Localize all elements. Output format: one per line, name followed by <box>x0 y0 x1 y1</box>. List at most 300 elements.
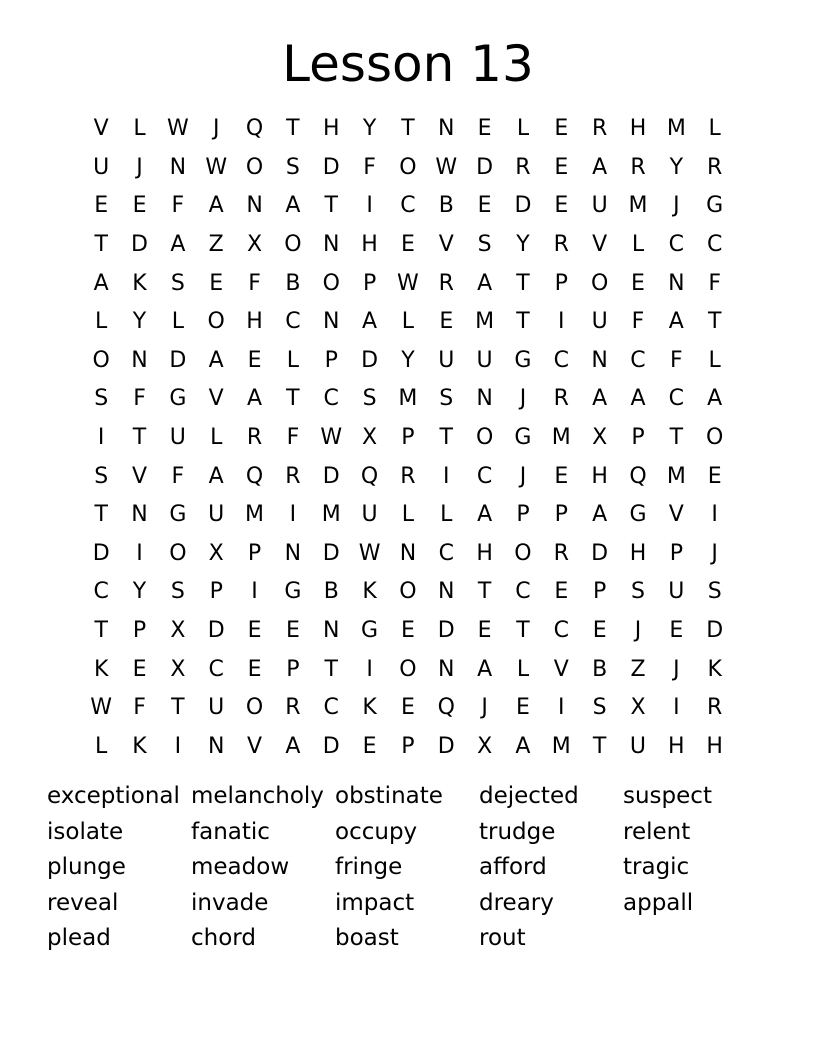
word-item: dejected <box>479 783 579 809</box>
letter-grid <box>82 110 734 766</box>
grid-cell: S <box>592 695 607 721</box>
grid-cell: L <box>401 502 415 528</box>
grid-cell: T <box>439 425 453 451</box>
grid-cell: C <box>438 540 454 566</box>
grid-cell: H <box>591 463 608 489</box>
grid-cell: D <box>131 232 148 258</box>
grid-cell: S <box>170 579 185 605</box>
grid-cell: C <box>668 232 685 258</box>
word-item: invade <box>191 889 269 916</box>
grid-cell: G <box>514 347 532 373</box>
grid-cell: J <box>519 386 527 412</box>
grid-cell: W <box>358 540 381 566</box>
grid-cell: T <box>94 618 108 644</box>
grid-cell: R <box>246 425 263 451</box>
grid-cell: O <box>590 270 609 296</box>
grid-cell: M <box>321 502 341 528</box>
grid-cell: L <box>708 347 721 373</box>
grid-cell: U <box>361 502 378 528</box>
grid-cell: T <box>324 193 338 219</box>
grid-cell: F <box>708 270 721 296</box>
grid-row <box>82 496 734 535</box>
grid-cell: W <box>166 116 189 142</box>
grid-cell: T <box>324 656 338 682</box>
word-item: relent <box>623 818 691 845</box>
grid-cell: A <box>170 232 186 258</box>
grid-cell: K <box>132 270 147 296</box>
grid-cell: M <box>245 502 265 528</box>
grid-cell: Y <box>401 347 415 373</box>
grid-cell: E <box>209 270 224 296</box>
grid-cell: N <box>323 232 340 258</box>
grid-cell: H <box>246 309 263 335</box>
grid-cell: E <box>439 309 454 335</box>
grid-cell: J <box>673 193 680 219</box>
grid-cell: R <box>591 116 608 142</box>
grid-cell: R <box>553 540 569 566</box>
grid-cell: P <box>401 733 415 759</box>
grid-cell: V <box>131 463 148 489</box>
grid-cell: W <box>435 154 458 180</box>
grid-row <box>82 226 734 265</box>
grid-cell: N <box>323 309 340 335</box>
grid-cell: P <box>593 579 607 605</box>
grid-cell: Y <box>132 579 147 605</box>
grid-cell: S <box>94 386 109 412</box>
grid-cell: H <box>629 540 647 566</box>
grid-cell: E <box>516 695 530 721</box>
grid-cell: R <box>630 154 646 180</box>
grid-cell: R <box>553 386 569 412</box>
grid-cell: A <box>362 309 378 335</box>
grid-cell: P <box>669 540 683 566</box>
grid-cell: D <box>437 733 455 759</box>
grid-cell: X <box>362 425 378 451</box>
grid-cell: C <box>706 232 723 258</box>
grid-cell: V <box>438 232 454 258</box>
grid-cell: B <box>323 579 339 605</box>
word-item: reveal <box>47 889 119 916</box>
word-item: afford <box>479 854 547 881</box>
grid-cell: R <box>285 463 301 489</box>
grid-cell: E <box>669 618 684 644</box>
grid-cell: A <box>477 270 493 296</box>
grid-cell: Q <box>629 463 647 489</box>
grid-cell: E <box>707 463 722 489</box>
grid-row <box>82 535 734 574</box>
grid-cell: L <box>95 733 108 759</box>
grid-cell: J <box>634 618 642 644</box>
word-item: rout <box>479 925 526 952</box>
grid-cell: O <box>399 154 417 180</box>
grid-cell: O <box>399 579 417 605</box>
grid-cell: U <box>208 502 225 528</box>
grid-cell: R <box>438 270 454 296</box>
word-item: isolate <box>47 818 124 845</box>
grid-cell: T <box>592 733 607 759</box>
grid-cell: N <box>438 116 455 142</box>
grid-cell: M <box>666 116 686 142</box>
grid-cell: W <box>205 154 228 180</box>
grid-cell: J <box>519 463 527 489</box>
grid-cell: G <box>706 193 724 219</box>
grid-cell: O <box>245 154 264 180</box>
grid-cell: A <box>93 270 109 296</box>
grid-cell: E <box>554 116 569 142</box>
grid-cell: L <box>631 232 645 258</box>
grid-cell: G <box>514 425 532 451</box>
grid-cell: G <box>629 502 647 528</box>
grid-cell: A <box>668 309 684 335</box>
grid-cell: T <box>401 116 415 142</box>
grid-cell: F <box>171 193 185 219</box>
grid-cell: O <box>322 270 340 296</box>
grid-cell: R <box>707 695 723 721</box>
grid-cell: P <box>247 540 262 566</box>
grid-cell: A <box>285 733 301 759</box>
grid-cell: N <box>323 618 340 644</box>
grid-row <box>82 573 734 612</box>
grid-cell: N <box>169 154 187 180</box>
grid-cell: D <box>476 154 494 180</box>
word-item: fanatic <box>191 818 270 845</box>
grid-cell: F <box>171 463 185 489</box>
grid-cell: P <box>132 618 147 644</box>
grid-cell: E <box>400 232 415 258</box>
grid-cell: E <box>247 656 262 682</box>
grid-cell: M <box>475 309 495 335</box>
grid-cell: P <box>286 656 300 682</box>
grid-cell: Z <box>208 232 224 258</box>
grid-cell: T <box>516 270 530 296</box>
grid-cell: E <box>285 618 300 644</box>
grid-cell: L <box>440 502 453 528</box>
grid-cell: U <box>93 154 110 180</box>
grid-cell: Y <box>516 232 530 258</box>
grid-cell: T <box>171 695 185 721</box>
grid-cell: L <box>286 347 300 373</box>
grid-cell: I <box>289 502 297 528</box>
grid-cell: B <box>438 193 454 219</box>
grid-cell: X <box>630 695 646 721</box>
grid-cell: J <box>212 116 220 142</box>
grid-cell: N <box>131 502 148 528</box>
grid-cell: L <box>95 309 108 335</box>
grid-cell: Q <box>245 463 264 489</box>
grid-cell: P <box>631 425 645 451</box>
grid-cell: L <box>171 309 184 335</box>
grid-cell: A <box>247 386 263 412</box>
grid-cell: Y <box>132 309 147 335</box>
grid-cell: M <box>666 463 686 489</box>
grid-cell: K <box>362 695 377 721</box>
grid-cell: C <box>553 618 569 644</box>
grid-cell: I <box>136 540 143 566</box>
grid-cell: O <box>207 309 225 335</box>
grid-cell: E <box>94 193 109 219</box>
grid-cell: E <box>477 116 492 142</box>
grid-cell: L <box>516 116 530 142</box>
grid-cell: R <box>515 154 531 180</box>
grid-cell: P <box>362 270 377 296</box>
grid-cell: K <box>362 579 377 605</box>
grid-cell: T <box>707 309 722 335</box>
grid-cell: C <box>515 579 531 605</box>
grid-row <box>82 303 734 342</box>
grid-row <box>82 650 734 689</box>
grid-cell: K <box>93 656 109 682</box>
grid-cell: T <box>669 425 684 451</box>
grid-cell: E <box>132 193 147 219</box>
word-item: boast <box>335 925 399 952</box>
grid-row <box>82 612 734 651</box>
grid-cell: D <box>514 193 532 219</box>
grid-cell: U <box>591 309 608 335</box>
grid-cell: N <box>131 347 148 373</box>
grid-cell: K <box>132 733 147 759</box>
grid-cell: V <box>247 733 263 759</box>
grid-cell: C <box>285 309 301 335</box>
grid-cell: T <box>516 309 530 335</box>
grid-cell: D <box>322 733 340 759</box>
grid-cell: K <box>707 656 722 682</box>
grid-cell: D <box>437 618 455 644</box>
grid-cell: F <box>133 386 146 412</box>
grid-cell: G <box>169 502 187 528</box>
grid-cell: N <box>591 347 608 373</box>
grid-cell: D <box>207 618 225 644</box>
grid-cell: C <box>323 695 339 721</box>
grid-cell: E <box>400 695 415 721</box>
grid-cell: T <box>477 579 492 605</box>
grid-cell: N <box>438 656 455 682</box>
grid-cell: S <box>631 579 645 605</box>
grid-cell: R <box>285 695 301 721</box>
grid-cell: E <box>477 618 492 644</box>
grid-cell: Q <box>245 116 264 142</box>
grid-cell: A <box>208 347 224 373</box>
grid-row <box>82 149 734 188</box>
grid-cell: P <box>209 579 223 605</box>
grid-cell: D <box>322 463 340 489</box>
grid-cell: A <box>592 386 608 412</box>
grid-cell: O <box>284 232 302 258</box>
word-item: meadow <box>191 854 290 881</box>
grid-cell: I <box>673 695 680 721</box>
grid-cell: X <box>170 618 186 644</box>
grid-cell: D <box>706 618 724 644</box>
grid-row <box>82 110 734 149</box>
grid-cell: C <box>553 347 569 373</box>
grid-cell: D <box>92 540 110 566</box>
grid-cell: P <box>401 425 415 451</box>
grid-cell: S <box>170 270 185 296</box>
grid-cell: I <box>558 309 565 335</box>
grid-cell: G <box>169 386 187 412</box>
grid-cell: O <box>92 347 110 373</box>
grid-cell: I <box>711 502 718 528</box>
grid-row <box>82 728 734 767</box>
grid-cell: E <box>592 618 607 644</box>
grid-cell: I <box>174 733 182 759</box>
grid-row <box>82 457 734 496</box>
grid-cell: E <box>554 463 569 489</box>
grid-cell: L <box>210 425 223 451</box>
grid-cell: V <box>208 386 224 412</box>
grid-cell: A <box>630 386 646 412</box>
grid-cell: G <box>284 579 302 605</box>
grid-cell: F <box>631 309 645 335</box>
word-item: plunge <box>47 854 126 881</box>
grid-cell: J <box>481 695 488 721</box>
word-item: chord <box>191 925 256 952</box>
grid-cell: I <box>97 425 105 451</box>
page-title: Lesson 13 <box>282 35 534 93</box>
grid-cell: C <box>323 386 339 412</box>
grid-cell: E <box>554 193 569 219</box>
grid-cell: X <box>247 232 263 258</box>
grid-cell: E <box>247 618 262 644</box>
grid-cell: W <box>397 270 419 296</box>
grid-cell: U <box>629 733 647 759</box>
grid-cell: C <box>476 463 493 489</box>
grid-cell: L <box>401 309 415 335</box>
grid-cell: G <box>361 618 379 644</box>
grid-cell: S <box>362 386 377 412</box>
grid-cell: A <box>477 502 493 528</box>
grid-cell: P <box>554 502 568 528</box>
grid-cell: X <box>170 656 186 682</box>
grid-cell: F <box>248 270 261 296</box>
grid-cell: A <box>592 502 608 528</box>
grid-cell: E <box>247 347 262 373</box>
grid-cell: D <box>169 347 187 373</box>
grid-cell: F <box>286 425 300 451</box>
grid-cell: T <box>286 116 300 142</box>
grid-cell: N <box>668 270 685 296</box>
grid-cell: O <box>706 425 724 451</box>
grid-cell: R <box>707 154 723 180</box>
grid-cell: U <box>169 425 186 451</box>
grid-cell: E <box>631 270 645 296</box>
word-item: exceptional <box>47 783 180 809</box>
grid-row <box>82 419 734 458</box>
grid-cell: F <box>133 695 146 721</box>
grid-row <box>82 689 734 728</box>
grid-cell: V <box>592 232 608 258</box>
grid-cell: S <box>477 232 492 258</box>
grid-cell: V <box>668 502 684 528</box>
grid-cell: X <box>592 425 608 451</box>
grid-cell: T <box>94 232 108 258</box>
word-item: impact <box>335 889 415 916</box>
grid-cell: Y <box>669 154 684 180</box>
grid-row <box>82 380 734 419</box>
grid-cell: I <box>251 579 258 605</box>
grid-cell: H <box>706 733 723 759</box>
grid-row <box>82 264 734 303</box>
grid-cell: C <box>400 193 416 219</box>
grid-cell: N <box>399 540 417 566</box>
grid-cell: A <box>208 193 224 219</box>
grid-cell: F <box>363 154 376 180</box>
grid-cell: P <box>324 347 338 373</box>
grid-cell: R <box>553 232 569 258</box>
grid-cell: Y <box>362 116 377 142</box>
grid-cell: J <box>673 656 680 682</box>
grid-cell: E <box>477 193 492 219</box>
grid-cell: L <box>133 116 146 142</box>
grid-cell: P <box>554 270 568 296</box>
grid-cell: D <box>322 154 340 180</box>
grid-cell: D <box>361 347 379 373</box>
word-item: plead <box>47 925 111 952</box>
grid-cell: E <box>554 579 569 605</box>
grid-cell: A <box>477 656 493 682</box>
grid-cell: O <box>169 540 187 566</box>
grid-cell: T <box>132 425 147 451</box>
grid-cell: W <box>90 695 113 721</box>
word-item: dreary <box>479 889 554 916</box>
grid-cell: T <box>516 618 530 644</box>
grid-cell: H <box>668 733 685 759</box>
word-item: fringe <box>335 854 403 881</box>
grid-cell: A <box>515 733 531 759</box>
grid-cell: W <box>320 425 343 451</box>
grid-cell: Z <box>630 656 646 682</box>
grid-cell: M <box>551 733 571 759</box>
grid-cell: H <box>476 540 493 566</box>
grid-cell: O <box>514 540 532 566</box>
grid-cell: X <box>477 733 493 759</box>
grid-cell: H <box>629 116 647 142</box>
grid-cell: N <box>207 733 225 759</box>
grid-cell: N <box>476 386 493 412</box>
grid-cell: N <box>438 579 455 605</box>
grid-cell: M <box>398 386 418 412</box>
word-item: tragic <box>623 854 690 881</box>
grid-cell: T <box>94 502 108 528</box>
grid-cell: O <box>245 695 264 721</box>
grid-cell: B <box>285 270 301 296</box>
grid-cell: E <box>554 154 569 180</box>
grid-cell: U <box>208 695 225 721</box>
grid-cell: X <box>208 540 224 566</box>
grid-cell: F <box>670 347 683 373</box>
grid-cell: E <box>362 733 377 759</box>
grid-cell: C <box>93 579 109 605</box>
grid-cell: S <box>94 463 109 489</box>
grid-cell: O <box>475 425 494 451</box>
grid-cell: J <box>711 540 718 566</box>
grid-cell: Q <box>360 463 379 489</box>
grid-cell: N <box>284 540 302 566</box>
grid-cell: A <box>208 463 224 489</box>
grid-cell: U <box>476 347 493 373</box>
grid-cell: L <box>516 656 530 682</box>
word-item: obstinate <box>335 783 443 809</box>
word-item: trudge <box>479 818 556 845</box>
grid-cell: M <box>551 425 571 451</box>
grid-cell: S <box>285 154 300 180</box>
grid-cell: J <box>136 154 143 180</box>
word-item: suspect <box>623 783 712 809</box>
grid-cell: V <box>93 116 109 142</box>
grid-cell: A <box>285 193 301 219</box>
grid-cell: C <box>630 347 646 373</box>
grid-cell: E <box>400 618 415 644</box>
grid-cell: A <box>707 386 723 412</box>
